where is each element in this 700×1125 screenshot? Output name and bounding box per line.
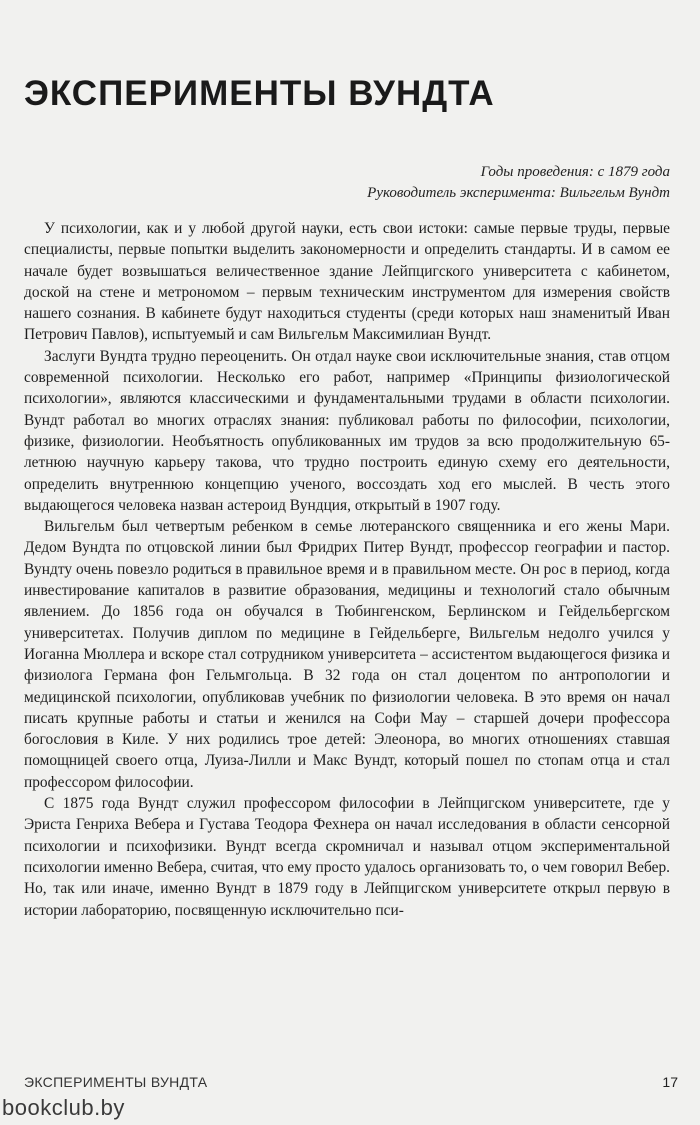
paragraph: С 1875 года Вундт служил профессором философии в Лейпцигском университете, где у Эриста Генриха Вебера и Густава Теодора Фехнера он начал исследования в области сенсорной психологии и психофизики. Вундт всегда скромничал и называл отцом экспериментальной психологии именно Вебера, считая, что ему просто удалось организовать то, о чем говорил Вебер. Но, так или иначе, именно Вундт в 1879 году в Лейпцигском университете открыл первую в истории лабораторию, посвященную исключительно пси- (24, 795, 670, 919)
experiment-leader: Руководитель эксперимента: Вильгельм Вундт (367, 185, 670, 201)
watermark: bookclub.by (2, 1095, 125, 1120)
paragraph: Заслуги Вундта трудно переоценить. Он отдал науке свои исключительные знания, став отцом современной психологии. Несколько его работ, например «Принципы физиологической психологии», являются классическими и фундаментальными трудами в области психологии. Вундт работал во многих отраслях знания: публиковал работы по философии, психологии, физике, физиологии. Необъятность опубликованных им трудов за всю продолжительную 65-летнюю научную карьеру такова, что трудно построить единую схему его деятельности, определить внутреннюю концепцию ученого, воссоздать ход его мыслей. В честь этого выдающегося человека назван астероид Вундция, открытый в 1907 году. (24, 347, 670, 514)
page-number: 17 (662, 1074, 678, 1090)
body-text (24, 218, 670, 921)
running-head: ЭКСПЕРИМЕНТЫ ВУНДТА (24, 1074, 208, 1090)
experiment-meta (24, 162, 670, 204)
chapter-title: ЭКСПЕРИМЕНТЫ ВУНДТА (24, 74, 495, 113)
paragraph: Вильгельм был четвертым ребенком в семье лютеранского священника и его жены Мари. Дедом Вундта по отцовской линии был Фридрих Питер Вундт, профессор географии и пастор. Вундту очень повезло родиться в правильное время и в правильном месте. Он рос в период, когда инвестирование капиталов в развитие образования, медицины и технологий стало обычным явлением. До 1856 года он обучался в Тюбингенском, Берлинском и Гейдельбергском университетах. Получив диплом по медицине в Гейдельберге, Вильгельм недолго учился у Иоганна Мюллера и вскоре стал сотрудником университета – ассистентом выдающегося физика и физиолога Германа фон Гельмгольца. В 32 года он стал доцентом по антропологии и медицинской психологии, опубликовав учебник по физиологии человека. В это время он начал писать крупные работы и статьи и женился на Софи Мау – старшей дочери профессора богословия в Киле. У них родились трое детей: Элеонора, во многих отношениях ставшая помощницей своего отца, Луиза-Лилли и Макс Вундт, который пошел по стопам отца и стал профессором философии. (24, 518, 670, 791)
experiment-years: Годы проведения: с 1879 года (480, 164, 670, 180)
paragraph: У психологии, как и у любой другой науки, есть свои истоки: самые первые труды, первые специалисты, первые попытки выделить закономерности и определить стандарты. И в самом ее начале будет возвышаться величественное здание Лейпцигского университета с кабинетом, доской на стене и метрономом – первым техническим инструментом для измерения свойств нашего сознания. В кабинете будут находиться студенты (среди которых наш знаменитый Иван Петрович Павлов), испытуемый и сам Вильгельм Максимилиан Вундт. (24, 220, 670, 344)
